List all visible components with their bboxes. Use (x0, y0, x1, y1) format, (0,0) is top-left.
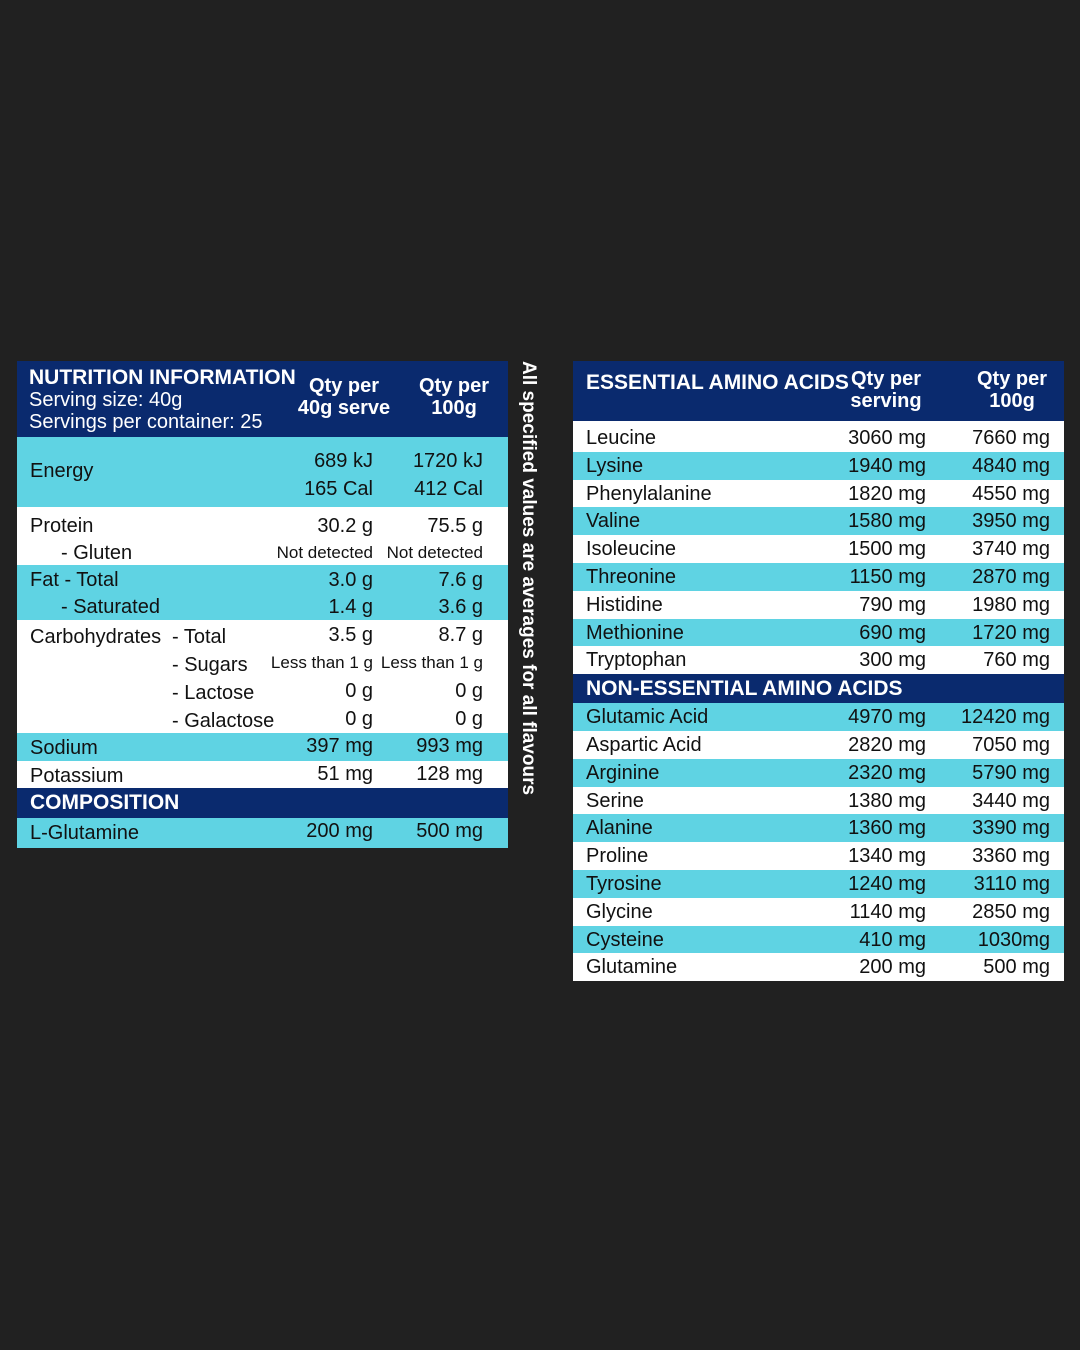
essential-amino-acids-title: ESSENTIAL AMINO ACIDS (586, 371, 849, 394)
fat-total-serve: 3.0 g (328, 569, 373, 591)
amino-row (573, 646, 1064, 674)
servings-per-container: Servings per container: 25 (29, 411, 263, 433)
column-header-per-100g: Qty per 100g (418, 375, 490, 419)
nutrition-information-table (17, 361, 508, 848)
sodium-label: Sodium (30, 737, 98, 759)
energy-label: Energy (30, 460, 94, 482)
non-essential-amino-list (573, 703, 1064, 981)
energy-kj-100g: 1720 kJ (412, 450, 483, 472)
amino-header (573, 361, 1064, 421)
amino-per-100g: 3740 mg (972, 538, 1050, 561)
amino-per-serving: 1500 mg (848, 538, 926, 561)
amino-row (573, 507, 1064, 535)
amino-row (573, 870, 1064, 898)
protein-serve: 30.2 g (317, 515, 373, 537)
amino-per-serving: 790 mg (859, 593, 926, 616)
composition-title: COMPOSITION (30, 791, 180, 814)
fat-row (17, 565, 508, 620)
amino-name: Tyrosine (586, 872, 662, 895)
l-glutamine-row (17, 818, 508, 848)
amino-per-serving: 1580 mg (848, 510, 926, 533)
carbs-lactose-label: - Lactose (172, 682, 255, 704)
amino-per-serving: 1820 mg (848, 482, 926, 505)
amino-row (573, 898, 1064, 926)
sodium-row (17, 733, 508, 761)
amino-name: Proline (586, 845, 649, 868)
carbs-total-100g: 8.7 g (438, 624, 483, 646)
amino-name: Threonine (586, 565, 677, 588)
amino-row (573, 480, 1064, 508)
amino-name: Glycine (586, 900, 653, 923)
fat-saturated-serve: 1.4 g (328, 596, 373, 618)
amino-name: Lysine (586, 454, 644, 477)
nutrition-header (17, 361, 508, 437)
amino-row (573, 591, 1064, 619)
amino-name: Isoleucine (586, 538, 677, 561)
fat-total-label: Fat - Total (30, 569, 119, 591)
carbs-total-label: - Total (172, 626, 227, 648)
amino-per-100g: 4840 mg (972, 454, 1050, 477)
amino-per-100g: 2870 mg (972, 565, 1050, 588)
potassium-row (17, 761, 508, 788)
sodium-100g: 993 mg (416, 735, 483, 757)
amino-row (573, 703, 1064, 731)
potassium-100g: 128 mg (416, 763, 483, 785)
amino-row (573, 926, 1064, 954)
amino-row (573, 619, 1064, 647)
fat-saturated-label: - Saturated (61, 596, 160, 618)
carbs-galactose-serve: 0 g (345, 708, 373, 730)
non-essential-amino-acids-title: NON-ESSENTIAL AMINO ACIDS (586, 677, 903, 701)
energy-kj-serve: 689 kJ (314, 450, 373, 472)
energy-cal-100g: 412 Cal (414, 478, 483, 500)
serving-size: Serving size: 40g (29, 389, 183, 411)
amino-name: Arginine (586, 761, 660, 784)
protein-row (17, 507, 508, 565)
carbs-lactose-100g: 0 g (455, 680, 483, 702)
amino-per-100g: 500 mg (983, 956, 1050, 979)
amino-name: Phenylalanine (586, 482, 712, 505)
amino-row (573, 424, 1064, 452)
amino-per-100g: 760 mg (983, 649, 1050, 672)
amino-per-100g: 3360 mg (972, 845, 1050, 868)
amino-per-100g: 12420 mg (961, 706, 1050, 729)
amino-name: Serine (586, 789, 644, 812)
carbs-lactose-serve: 0 g (345, 680, 373, 702)
amino-per-100g: 1030mg (977, 928, 1050, 951)
amino-row (573, 787, 1064, 815)
amino-per-100g: 3440 mg (972, 789, 1050, 812)
l-glutamine-100g: 500 mg (416, 820, 483, 842)
carbs-sugars-100g: Less than 1 g (380, 653, 483, 672)
amino-row (573, 535, 1064, 563)
column-header-per-serving: Qty per serving (850, 368, 922, 412)
sodium-serve: 397 mg (306, 735, 373, 757)
amino-name: Methionine (586, 621, 684, 644)
column-header-per-100g: Qty per 100g (976, 368, 1048, 412)
amino-name: Leucine (586, 427, 657, 449)
non-essential-header (573, 674, 1064, 703)
gluten-label: - Gluten (61, 542, 133, 564)
amino-row (573, 759, 1064, 787)
carbs-sugars-serve: Less than 1 g (270, 653, 373, 672)
amino-per-100g: 2850 mg (972, 900, 1050, 923)
amino-per-100g: 1720 mg (972, 621, 1050, 644)
amino-per-serving: 200 mg (859, 956, 926, 979)
amino-per-serving: 1140 mg (849, 900, 926, 923)
amino-name: Histidine (586, 593, 663, 616)
amino-per-serving: 1240 mg (848, 872, 926, 895)
l-glutamine-label: L-Glutamine (30, 822, 139, 844)
amino-per-100g: 1980 mg (972, 593, 1050, 616)
potassium-serve: 51 mg (317, 763, 373, 785)
carbs-galactose-100g: 0 g (455, 708, 483, 730)
energy-row (17, 437, 508, 507)
protein-label: Protein (30, 515, 94, 537)
carbs-galactose-label: - Galactose (172, 710, 275, 732)
amino-row (573, 452, 1064, 480)
amino-per-100g: 3950 mg (972, 510, 1050, 533)
amino-per-serving: 2320 mg (848, 761, 926, 784)
carbs-sugars-label: - Sugars (172, 654, 248, 676)
amino-name: Cysteine (586, 928, 664, 951)
column-header-per-serve: Qty per 40g serve (297, 375, 391, 419)
amino-per-serving: 1150 mg (849, 565, 926, 588)
amino-name: Tryptophan (586, 649, 687, 672)
amino-per-serving: 2820 mg (848, 733, 926, 756)
carbs-total-serve: 3.5 g (328, 624, 373, 646)
amino-per-serving: 1940 mg (848, 454, 926, 477)
averages-side-note: All specified values are averages for all flavours (518, 361, 539, 796)
carbohydrates-row (17, 620, 508, 733)
amino-row (573, 731, 1064, 759)
amino-per-serving: 1340 mg (848, 845, 926, 868)
amino-per-serving: 300 mg (859, 649, 926, 672)
amino-per-100g: 7660 mg (972, 427, 1050, 449)
fat-saturated-100g: 3.6 g (438, 596, 483, 618)
amino-per-100g: 3390 mg (972, 817, 1050, 840)
amino-row (573, 953, 1064, 981)
gluten-100g: Not detected (386, 543, 483, 562)
potassium-label: Potassium (30, 765, 124, 787)
amino-name: Glutamine (586, 956, 678, 979)
amino-per-serving: 3060 mg (848, 427, 926, 449)
amino-row (573, 814, 1064, 842)
amino-name: Valine (586, 510, 641, 533)
amino-name: Alanine (586, 817, 653, 840)
energy-cal-serve: 165 Cal (304, 478, 373, 500)
amino-per-100g: 7050 mg (972, 733, 1050, 756)
amino-per-100g: 4550 mg (972, 482, 1050, 505)
amino-per-serving: 4970 mg (848, 706, 926, 729)
l-glutamine-serve: 200 mg (306, 820, 373, 842)
amino-name: Glutamic Acid (586, 706, 709, 729)
essential-amino-list (573, 424, 1064, 674)
amino-name: Aspartic Acid (586, 733, 702, 756)
amino-per-serving: 690 mg (859, 621, 926, 644)
amino-row (573, 563, 1064, 591)
fat-total-100g: 7.6 g (438, 569, 483, 591)
gluten-serve: Not detected (276, 543, 373, 562)
amino-per-100g: 3110 mg (973, 872, 1050, 895)
amino-acids-table (573, 361, 1064, 981)
amino-per-serving: 1380 mg (848, 789, 926, 812)
protein-100g: 75.5 g (427, 515, 483, 537)
amino-row (573, 842, 1064, 870)
amino-per-serving: 1360 mg (848, 817, 926, 840)
amino-per-100g: 5790 mg (972, 761, 1050, 784)
composition-header (17, 788, 508, 818)
amino-per-serving: 410 mg (859, 928, 926, 951)
carbohydrates-label: Carbohydrates (30, 626, 162, 648)
nutrition-title: NUTRITION INFORMATION (29, 366, 296, 389)
